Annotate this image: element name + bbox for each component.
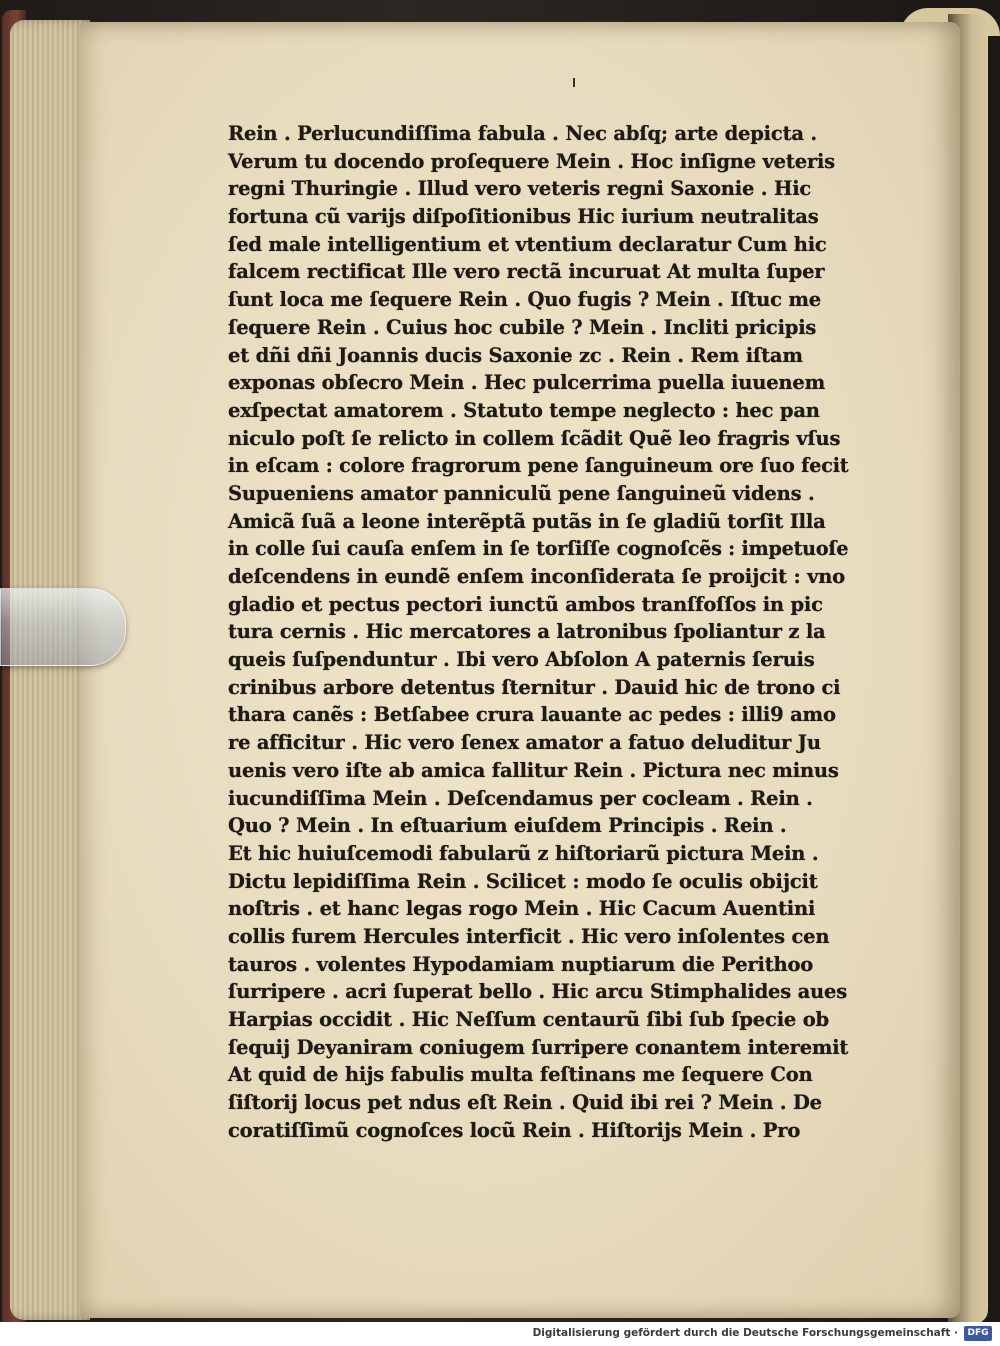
text-line: queis ſuſpenduntur . Ibi vero Abſolon A paternis ſeruis (228, 648, 815, 672)
funding-credit: Digitalisierung gefördert durch die Deutsche Forschungsgemeinschaft · (532, 1327, 958, 1339)
text-line: Amicã ſuã a leone interẽptã putãs in ſe gladiũ torſit Illa (228, 509, 826, 533)
text-line: ſiſtorĳ locus pet ndus eſt Rein . Quid ibi rei ? Mein . De (228, 1091, 822, 1115)
text-line: Rein . Perlucundiſſima fabula . Nec abſq; arte depicta . (228, 122, 817, 145)
text-line: niculo poſt ſe relicto in collem ſcãdit Quẽ leo fragris vſus (228, 426, 841, 450)
text-line: At quid de hĳs fabulis multa feſtinans me ſequere Con (228, 1063, 813, 1087)
page-edges (10, 20, 90, 1320)
text-line: noſtris . et hanc legas rogo Mein . Hic Cacum Auentini (228, 897, 816, 921)
footer-bar (0, 1322, 1000, 1346)
text-line: gladio et pectus pectori iunctũ ambos tranſfoſſos in pic (228, 592, 823, 616)
text-line: tauros . volentes Hypodamiam nuptiarum die Perithoo (228, 952, 814, 976)
text-line: Quo ? Mein . In eſtuarium eiuſdem Principis . Rein . (228, 814, 787, 838)
text-line: exponas obſecro Mein . Hec pulcerrima puella iuuenem (228, 371, 826, 395)
text-line: ſurripere . acri ſuperat bello . Hic arcu Stimphalides aues (228, 980, 847, 1004)
text-line: falcem rectificat Ille vero rectã incuruat At multa ſuper (228, 260, 825, 284)
text-line: et dñi dñi Joannis ducis Saxonie zc . Rein . Rem iſtam (228, 343, 803, 367)
text-line: iucundiſſima Mein . Deſcendamus per cocleam . Rein . (228, 786, 813, 810)
text-line: ſequere Rein . Cuius hoc cubile ? Mein . Incliti pricipis (228, 315, 817, 339)
dfg-logo: DFG (964, 1326, 992, 1341)
text-line: Verum tu docendo proſequere Mein . Hoc inſigne veteris (228, 149, 835, 173)
page-mark (573, 78, 575, 87)
text-line: Et hic huiuſcemodi fabularũ z hiſtoriarũ pictura Mein . (228, 841, 819, 865)
page-text (228, 120, 848, 1144)
text-line: coratiſſimũ cognoſces locũ Rein . Hiſtorĳs Mein . Pro (228, 1118, 801, 1142)
text-line: ſed male intelligentium et vtentium declaratur Cum hic (228, 232, 827, 256)
text-line: crinibus arbore detentus ſternitur . Dauid hic de trono ci (228, 675, 841, 699)
page-clamp (0, 588, 126, 666)
text-line: exſpectat amatorem . Statuto tempe neglecto : hec pan (228, 398, 820, 422)
text-line: tura cernis . Hic mercatores a latronibus ſpoliantur z la (228, 620, 826, 644)
text-line: collis furem Hercules interficit . Hic vero inſolentes cen (228, 924, 830, 948)
text-line: fortuna cũ varijs diſpoſitionibus Hic iurium neutralitas (228, 205, 819, 229)
text-line: Supueniens amator panniculũ pene ſanguineũ videns . (228, 481, 815, 505)
text-line: thara canẽs : Betſabee crura lauante ac pedes : illi9 amo (228, 703, 836, 727)
text-line: Harpias occidit . Hic Neſſum centaurũ ſibi ſub ſpecie ob (228, 1008, 829, 1031)
text-line: ſequĳ Deyaniram coniugem ſurripere conantem interemit (228, 1035, 849, 1059)
text-line: re afficitur . Hic vero ſenex amator a fatuo deluditur Ju (228, 731, 821, 755)
text-line: deſcendens in eundẽ enſem inconſiderata ſe proĳcit : vno (228, 565, 845, 588)
text-line: regni Thuringie . Illud vero veteris regni Saxonie . Hic (228, 177, 812, 201)
text-line: Dictu lepidiſſima Rein . Scilicet : modo ſe oculis obĳcit (228, 869, 818, 893)
text-line: in colle ſui cauſa enſem in ſe torſiſſe cognoſcẽs : impetuoſe (228, 537, 849, 561)
text-line: ſunt loca me ſequere Rein . Quo fugis ? Mein . Iſtuc me (228, 288, 822, 312)
text-line: uenis vero iſte ab amica fallitur Rein . Pictura nec minus (228, 758, 839, 782)
text-line: in eſcam : colore fragrorum pene ſanguineum ore ſuo fecit (228, 454, 849, 478)
